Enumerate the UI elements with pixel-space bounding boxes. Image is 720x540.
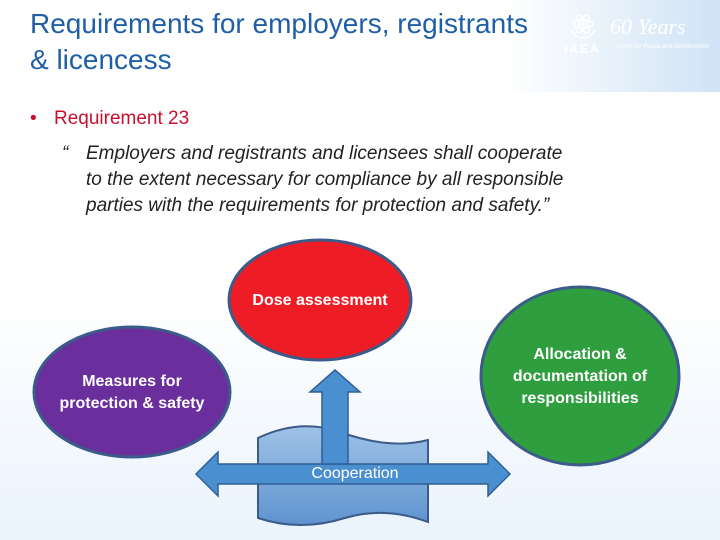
- requirement-heading: Requirement 23: [54, 108, 190, 129]
- logo-org-text: IAEA: [564, 42, 601, 56]
- allocation-label: Allocation & documentation of responsibilities: [512, 346, 648, 407]
- measures-label: Measures for protection & safety: [59, 373, 205, 412]
- logo-tagline: Atoms for Peace and Development: [616, 44, 710, 50]
- bullet-icon: •: [30, 108, 37, 129]
- logo-years-text: 60 Years: [610, 14, 686, 39]
- quote-line: to the extent necessary for compliance by all responsible: [86, 169, 564, 190]
- quote-line: “ Employers and registrants and licensees shall cooperate: [62, 141, 702, 167]
- slide-title: Requirements for employers, registrants & licencess: [30, 8, 528, 75]
- quote-open-mark: “: [62, 143, 69, 164]
- dose-assessment-label: Dose assessment: [252, 292, 388, 309]
- cooperation-label: Cooperation: [311, 465, 399, 482]
- quote-line: parties with the requirements for protection and safety.”: [86, 195, 550, 216]
